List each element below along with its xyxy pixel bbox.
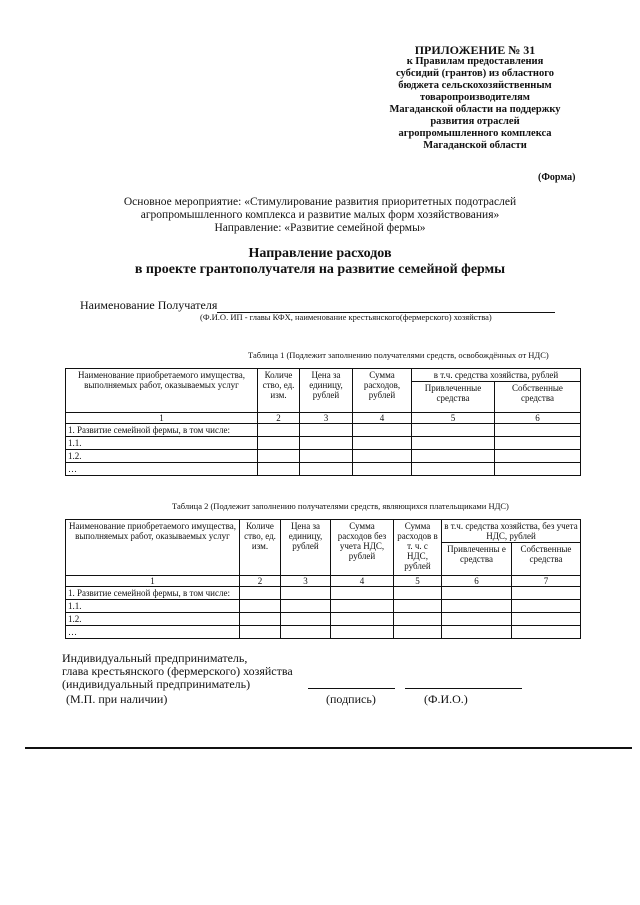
main-event-line: Основное мероприятие: «Стимулирование развития приоритетных подотраслей xyxy=(123,196,517,208)
t1-col-number: 3 xyxy=(300,413,353,424)
table1 xyxy=(65,368,581,476)
t1-cell[interactable] xyxy=(258,463,300,476)
t1-cell[interactable] xyxy=(300,437,353,450)
table-row xyxy=(66,587,581,600)
t1-row-label: 1.2. xyxy=(66,450,258,463)
t1-header-qty: Количе ство, ед. изм. xyxy=(258,369,300,413)
recipient-hint: (Ф.И.О. ИП - главы КФХ, наименование крестьянского(фермерского) хозяйства) xyxy=(200,312,492,322)
t2-cell[interactable] xyxy=(512,587,581,600)
t2-cell[interactable] xyxy=(240,600,281,613)
t2-header-name: Наименование приобретаемого имущества, выполняемых работ, оказываемых услуг xyxy=(66,520,240,576)
t1-row-label: … xyxy=(66,463,258,476)
signature-line: (индивидуальный предприниматель) xyxy=(62,677,251,691)
t2-header-including: в т.ч. средства хозяйства, без учета НДС, рублей xyxy=(442,520,581,543)
t2-cell[interactable] xyxy=(394,613,442,626)
t1-cell[interactable] xyxy=(353,463,412,476)
t2-cell[interactable] xyxy=(512,613,581,626)
t1-row-label: 1.1. xyxy=(66,437,258,450)
t2-header-sum-no-vat: Сумма расходов без учета НДС, рублей xyxy=(331,520,394,576)
t2-cell[interactable] xyxy=(394,587,442,600)
t2-row-label: 1.1. xyxy=(66,600,240,613)
fio-input-line[interactable] xyxy=(405,688,522,689)
appendix-line: товаропроизводителям xyxy=(420,92,530,103)
t1-cell[interactable] xyxy=(353,450,412,463)
t2-cell[interactable] xyxy=(442,600,512,613)
signature-input-line[interactable] xyxy=(308,688,395,689)
table-row xyxy=(66,613,581,626)
t2-cell[interactable] xyxy=(442,587,512,600)
recipient-row xyxy=(80,298,555,313)
t1-header-name: Наименование приобретаемого имущества, выполняемых работ, оказываемых услуг xyxy=(66,369,258,413)
document-title xyxy=(60,246,580,278)
t2-row-label: 1.2. xyxy=(66,613,240,626)
t2-cell[interactable] xyxy=(281,600,331,613)
signature-line: глава крестьянского (фермерского) хозяйства xyxy=(62,664,293,678)
t1-cell[interactable] xyxy=(495,463,581,476)
t1-cell[interactable] xyxy=(258,450,300,463)
t2-cell[interactable] xyxy=(281,587,331,600)
stamp-label: (М.П. при наличии) xyxy=(66,692,168,706)
t1-cell[interactable] xyxy=(353,437,412,450)
t2-cell[interactable] xyxy=(281,613,331,626)
signature-block xyxy=(62,652,293,691)
appendix-line: субсидий (грантов) из областного xyxy=(396,68,554,79)
t1-cell[interactable] xyxy=(300,424,353,437)
main-event xyxy=(60,196,580,235)
t2-cell[interactable] xyxy=(331,626,394,639)
signature-line: Индивидуальный предприниматель, xyxy=(62,651,248,665)
table2-caption: Таблица 2 (Подлежит заполнению получателями средств, являющихся плательщиками НДС) xyxy=(172,501,509,511)
appendix-line: развития отраслей xyxy=(430,116,520,127)
t1-cell[interactable] xyxy=(495,424,581,437)
t2-col-number: 4 xyxy=(331,576,394,587)
t2-cell[interactable] xyxy=(394,626,442,639)
t1-cell[interactable] xyxy=(412,424,495,437)
t2-cell[interactable] xyxy=(331,587,394,600)
title-line-2: в проекте грантополучателя на развитие семейной фермы xyxy=(134,262,506,277)
table-row xyxy=(66,450,581,463)
t2-cell[interactable] xyxy=(442,613,512,626)
t2-cell[interactable] xyxy=(240,613,281,626)
t1-header-own: Собственные средства xyxy=(495,382,581,413)
appendix-line: Магаданской области xyxy=(423,140,527,151)
t1-col-number: 4 xyxy=(353,413,412,424)
t1-cell[interactable] xyxy=(412,463,495,476)
t2-cell[interactable] xyxy=(394,600,442,613)
title-line-1: Направление расходов xyxy=(248,246,392,261)
t1-cell[interactable] xyxy=(412,437,495,450)
t2-cell[interactable] xyxy=(240,587,281,600)
table1-caption: Таблица 1 (Подлежит заполнению получателями средств, освобождённых от НДС) xyxy=(248,350,549,360)
appendix-line: Магаданской области на поддержку xyxy=(389,104,561,115)
t1-header-attracted: Привлеченные средства xyxy=(412,382,495,413)
table-row xyxy=(66,600,581,613)
t1-header-sum: Сумма расходов, рублей xyxy=(353,369,412,413)
t2-col-number: 5 xyxy=(394,576,442,587)
t2-cell[interactable] xyxy=(442,626,512,639)
recipient-label: Наименование Получателя xyxy=(80,298,218,312)
table-row xyxy=(66,424,581,437)
t2-col-number: 7 xyxy=(512,576,581,587)
t2-cell[interactable] xyxy=(281,626,331,639)
t1-col-number: 6 xyxy=(495,413,581,424)
t2-header-attracted: Привлеченны е средства xyxy=(442,543,512,576)
t1-header-including: в т.ч. средства хозяйства, рублей xyxy=(412,369,581,382)
t2-header-sum-vat: Сумма расходов в т. ч. с НДС, рублей xyxy=(394,520,442,576)
t2-row-label: … xyxy=(66,626,240,639)
table2 xyxy=(65,519,581,639)
t1-header-price: Цена за единицу, рублей xyxy=(300,369,353,413)
appendix-line: к Правилам предоставления xyxy=(406,56,544,67)
form-label: (Форма) xyxy=(538,172,576,183)
t1-cell[interactable] xyxy=(412,450,495,463)
table-row xyxy=(66,463,581,476)
t1-col-number: 5 xyxy=(412,413,495,424)
t1-cell[interactable] xyxy=(353,424,412,437)
bottom-divider xyxy=(25,747,632,749)
t2-header-qty: Количе ство, ед. изм. xyxy=(240,520,281,576)
t2-col-number: 2 xyxy=(240,576,281,587)
t1-cell[interactable] xyxy=(495,450,581,463)
t2-cell[interactable] xyxy=(512,600,581,613)
t1-col-number: 2 xyxy=(258,413,300,424)
table-row xyxy=(66,437,581,450)
t1-cell[interactable] xyxy=(495,437,581,450)
t2-row-label: 1. Развитие семейной фермы, в том числе: xyxy=(66,587,240,600)
t2-col-number: 3 xyxy=(281,576,331,587)
t1-cell[interactable] xyxy=(300,463,353,476)
table-row xyxy=(66,626,581,639)
t1-cell[interactable] xyxy=(258,424,300,437)
main-event-line: агропромышленного комплекса и развитие малых форм хозяйствования» xyxy=(140,209,500,221)
sign-label: (подпись) xyxy=(326,692,376,706)
fio-label: (Ф.И.О.) xyxy=(424,692,468,706)
t1-cell[interactable] xyxy=(258,437,300,450)
t2-cell[interactable] xyxy=(512,626,581,639)
t2-cell[interactable] xyxy=(240,626,281,639)
t2-cell[interactable] xyxy=(331,613,394,626)
t2-col-number: 1 xyxy=(66,576,240,587)
t2-col-number: 6 xyxy=(442,576,512,587)
t1-row-label: 1. Развитие семейной фермы, в том числе: xyxy=(66,424,258,437)
t2-header-price: Цена за единицу, рублей xyxy=(281,520,331,576)
t1-cell[interactable] xyxy=(300,450,353,463)
appendix-line: агропромышленного комплекса xyxy=(398,128,552,139)
appendix-line: бюджета сельскохозяйственным xyxy=(398,80,552,91)
t1-col-number: 1 xyxy=(66,413,258,424)
appendix-header xyxy=(370,44,580,152)
t2-cell[interactable] xyxy=(331,600,394,613)
main-event-line: Направление: «Развитие семейной фермы» xyxy=(214,222,426,234)
t2-header-own: Собственные средства xyxy=(512,543,581,576)
appendix-number: ПРИЛОЖЕНИЕ № 31 xyxy=(414,43,536,57)
